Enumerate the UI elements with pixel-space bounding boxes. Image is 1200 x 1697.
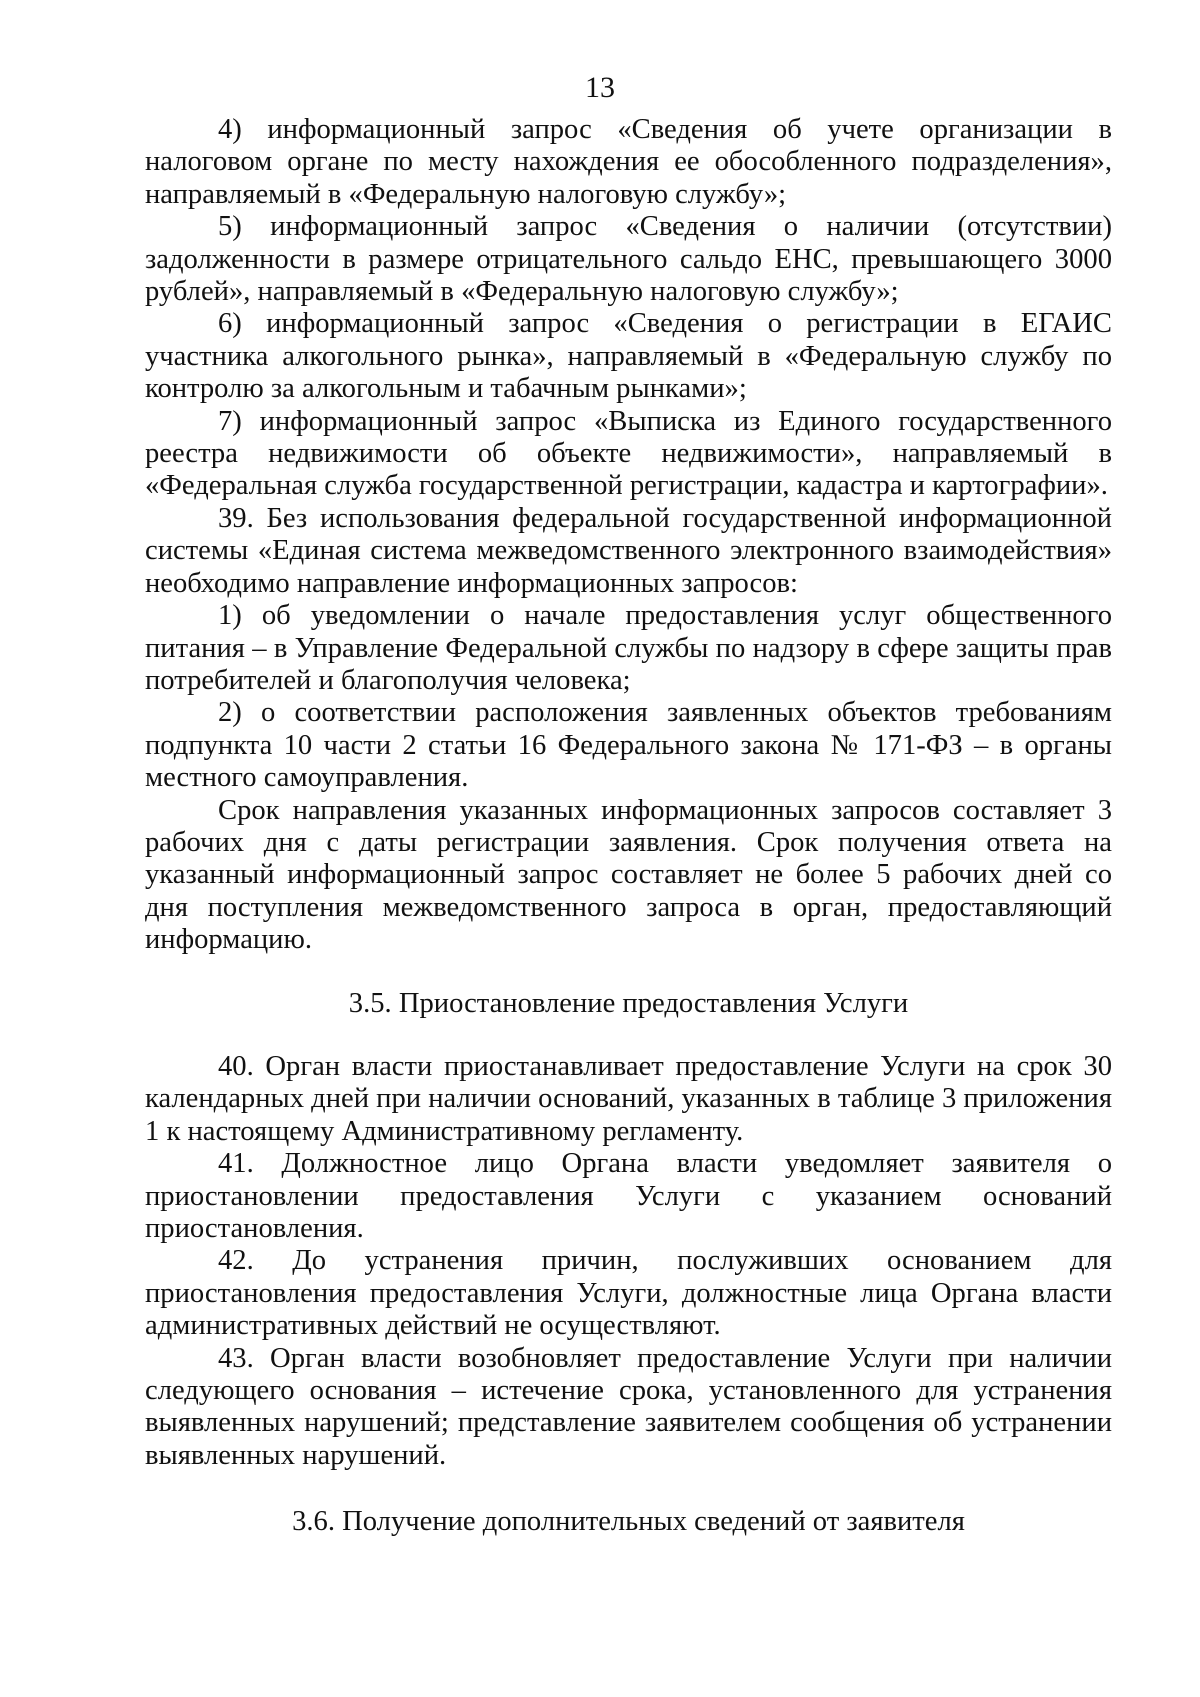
document-body xyxy=(145,114,1112,1539)
section-heading-3-5: 3.5. Приостановление предоставления Услуги xyxy=(348,987,909,1019)
paragraph-39-item-2: 2) о соответствии расположения заявленных объектов требованиям подпункта 10 части 2 статьи 16 Федерального закона № 171-ФЗ – в органы местного самоуправления. xyxy=(145,697,1112,794)
section-heading-3-6: 3.6. Получение дополнительных сведений от заявителя xyxy=(292,1506,965,1538)
page-number: 13 xyxy=(585,71,615,104)
paragraph-43: 43. Орган власти возобновляет предоставление Услуги при наличии следующего основания – истечение срока, установленного для устранения выявленных нарушений; представление заявителем сообщения об устранении выявленных нарушений. xyxy=(145,1342,1112,1471)
paragraph-item-4-egrul-tax: 4) информационный запрос «Сведения об учете организации в налоговом органе по месту нахождения ее обособленного подразделения», направляемый в «Федеральную налоговую службу»; xyxy=(145,114,1112,210)
paragraph-40: 40. Орган власти приостанавливает предоставление Услуги на срок 30 календарных дней при наличии оснований, указанных в таблице 3 приложения 1 к настоящему Административному регламенту. xyxy=(145,1050,1112,1147)
paragraph-item-6-egais: 6) информационный запрос «Сведения о регистрации в ЕГАИС участника алкогольного рынка», направляемый в «Федеральную службу по контролю за алкогольным и табачным рынками»; xyxy=(145,308,1112,405)
paragraph-41: 41. Должностное лицо Органа власти уведомляет заявителя о приостановлении предоставления Услуги с указанием оснований приостановления. xyxy=(145,1148,1112,1244)
paragraph-request-deadline: Срок направления указанных информационных запросов составляет 3 рабочих дня с даты регистрации заявления. Срок получения ответа на указанный информационный запрос составляет не более 5 рабочих дней со дня поступления межведомственного запроса в орган, предоставляющий информацию. xyxy=(145,794,1112,956)
paragraph-item-5-debt: 5) информационный запрос «Сведения о наличии (отсутствии) задолженности в размере отрицательного сальдо ЕНС, превышающего 3000 рублей», направляемый в «Федеральную налоговую службу»; xyxy=(145,211,1112,308)
paragraph-item-7-egrn: 7) информационный запрос «Выписка из Единого государственного реестра недвижимости об объекте недвижимости», направляемый в «Федеральная служба государственной регистрации, кадастра и картографии». xyxy=(145,405,1112,502)
paragraph-39-item-1: 1) об уведомлении о начале предоставления услуг общественного питания – в Управление Федеральной службы по надзору в сфере защиты прав потребителей и благополучия человека; xyxy=(145,600,1112,696)
paragraph-42: 42. До устранения причин, послуживших основанием для приостановления предоставления Услуги, должностные лица Органа власти административных действий не осуществляют. xyxy=(145,1245,1112,1342)
paragraph-39: 39. Без использования федеральной государственной информационной системы «Единая система межведомственного электронного взаимодействия» необходимо направление информационных запросов: xyxy=(145,502,1112,599)
